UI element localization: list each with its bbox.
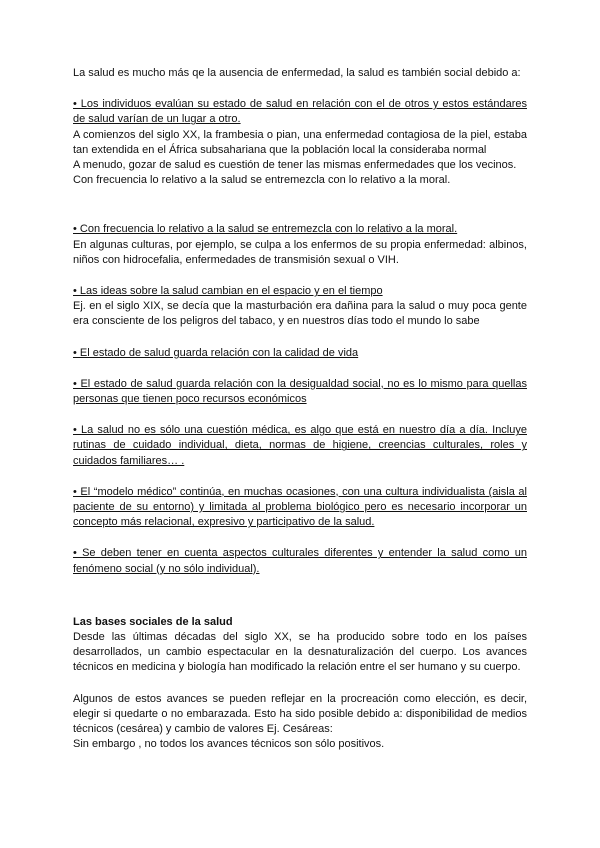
document-page — [73, 66, 527, 753]
point-3-text: Ej. en el siglo XIX, se decía que la masturbación era dañina para la salud o muy poca gente era consciente de los peligros del tabaco, y en nuestros días todo el mundo lo sabe — [73, 300, 527, 328]
point-2-text: En algunas culturas, por ejemplo, se culpa a los enfermos de su propia enfermedad: albinos, niños con hidrocefalia, enfermedades de transmisión sexual o VIH. — [73, 238, 527, 266]
section-paragraph-2: Algunos de estos avances se pueden reflejar en la procreación como elección, es decir, elegir si quedarte o no embarazada. Esto ha sido posible debido a: disponibilidad de medios técnicos (cesárea) y cambio de valores Ej. Cesáreas: — [73, 692, 527, 736]
intro-text: La salud es mucho más qe la ausencia de enfermedad, la salud es también social debido a: — [73, 67, 521, 79]
point-2-heading: • Con frecuencia lo relativo a la salud se entremezcla con lo relativo a la moral. — [73, 223, 458, 236]
point-1-text-2: A menudo, gozar de salud es cuestión de tener las mismas enfermedades que los vecinos. — [73, 159, 517, 172]
point-1-text-1: A comienzos del siglo XX, la frambesia o pian, una enfermedad contagiosa de la piel, estaba tan extendida en el África subsahariana que la población local la consideraba normal — [73, 128, 527, 156]
section-title: Las bases sociales de la salud — [73, 615, 233, 628]
point-1-text-3: Con frecuencia lo relativo a la salud se entremezcla con lo relativo a la moral. — [73, 174, 451, 187]
point-4-heading: • El estado de salud guarda relación con la calidad de vida — [73, 346, 359, 359]
point-7-heading: • El “modelo médico” continúa, en muchas ocasiones, con una cultura individualista (aisla al paciente de su entorno) y limitada al problema biológico pero es necesario incorporar un concepto más relacional, expresivo y participativo de la salud. — [73, 485, 527, 529]
section-paragraph-3: Sin embargo , no todos los avances técnicos son sólo positivos. — [73, 738, 385, 751]
point-6-heading: • La salud no es sólo una cuestión médica, es algo que está en nuestro día a día. Incluye rutinas de cuidado individual, dieta, normas de higiene, creencias culturales, roles y cuidados familiares… . — [73, 424, 527, 467]
point-8-heading: • Se deben tener en cuenta aspectos culturales diferentes y entender la salud como un fenómeno social (y no sólo individual). — [73, 547, 527, 575]
section-paragraph-1: Desde las últimas décadas del siglo XX, se ha producido sobre todo en los países desarrollados, un cambio espectacular en la desnaturalización del cuerpo. Los avances técnicos en medicina y biología han modificado la relación entre el ser humano y su cuerpo. — [73, 631, 527, 674]
point-3-heading: • Las ideas sobre la salud cambian en el espacio y en el tiempo — [73, 285, 383, 298]
point-5-heading: • El estado de salud guarda relación con la desigualdad social, no es lo mismo para quellas personas que tienen poco recursos económicos — [73, 377, 527, 406]
point-1-heading: • Los individuos evalúan su estado de salud en relación con el de otros y estos estándares de salud varían de un lugar a otro. — [73, 98, 527, 126]
